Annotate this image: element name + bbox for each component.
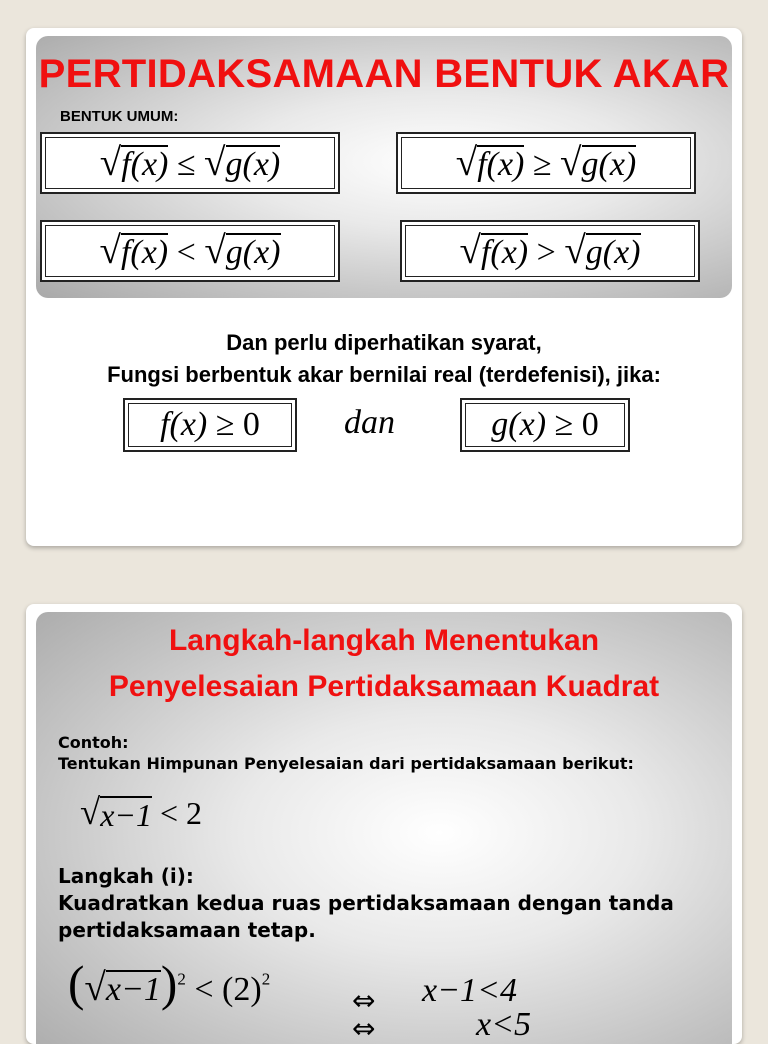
equivalence-icon: ⇔ — [352, 984, 376, 1017]
formula-box-less-equal: √ f(x) ≤ √ g(x) — [40, 132, 340, 194]
step-text: Kuadratkan kedua ruas pertidaksamaan dengan tanda pertidaksamaan tetap. — [58, 891, 674, 942]
slide-title-line-2: Penyelesaian Pertidaksamaan Kuadrat — [108, 670, 660, 703]
step-formula: ( √ x−1 )$^2 < (2)^2$ — [68, 956, 271, 1011]
step-operator: < — [194, 971, 214, 1008]
result-step-1: x−1<4 — [422, 972, 517, 1009]
condition-f-val: 0 — [242, 406, 260, 443]
condition-g-op: ≥ — [554, 406, 574, 443]
step-power: 2 — [177, 969, 186, 989]
slide-steps — [26, 604, 742, 1044]
formula-f: f(x) — [477, 145, 525, 183]
example-rhs: 2 — [186, 795, 203, 831]
formula-g: g(x) — [225, 145, 281, 183]
formula-f: f(x) — [120, 233, 169, 271]
gradient-panel — [36, 612, 732, 1044]
example-operator: < — [160, 795, 179, 831]
step-rhs: (2) — [222, 971, 262, 1008]
condition-f-op: ≥ — [215, 406, 235, 443]
condition-box-f — [123, 398, 297, 452]
example-formula: √ x−1 < 2 — [80, 791, 203, 833]
condition-line-1: Dan perlu diperhatikan syarat, — [226, 330, 542, 355]
condition-g-val: 0 — [581, 406, 599, 443]
example-radicand: x−1 — [100, 796, 152, 833]
formula-f: f(x) — [480, 233, 529, 271]
slide-title: PERTIDAKSAMAAN BENTUK AKAR — [38, 52, 730, 96]
formula-g: g(x) — [225, 233, 281, 271]
formula-operator: < — [176, 233, 196, 271]
step-radicand: x−1 — [105, 971, 161, 1009]
slide-title-line-1: Langkah-langkah Menentukan — [168, 624, 600, 657]
example-block — [58, 732, 634, 774]
formula-f: f(x) — [121, 145, 169, 183]
gradient-panel — [36, 36, 732, 298]
formula-g: g(x) — [585, 233, 641, 271]
formula-g: g(x) — [581, 145, 637, 183]
formula-operator: ≤ — [176, 145, 196, 183]
slide-akar-forms — [26, 28, 742, 546]
formula-operator: ≥ — [532, 145, 552, 183]
example-label: Contoh: — [58, 733, 129, 752]
condition-line-2: Fungsi berbentuk akar bernilai real (terdefenisi), jika: — [107, 362, 661, 387]
formula-box-greater: √ f(x) > √ g(x) — [400, 220, 700, 282]
formula-box-greater-equal: √ f(x) ≥ √ g(x) — [396, 132, 696, 194]
step-title: Langkah (i): — [58, 864, 194, 888]
result-step-2: x<5 — [476, 1006, 532, 1043]
example-text: Tentukan Himpunan Penyelesaian dari pertidaksamaan berikut: — [58, 754, 634, 773]
connector-dan: dan — [344, 404, 395, 441]
equivalence-icon: ⇔ — [352, 1012, 376, 1044]
condition-box-g — [460, 398, 630, 452]
condition-f-expr: f(x) — [160, 406, 208, 443]
step-rhs-power: 2 — [261, 969, 271, 989]
condition-g-expr: g(x) — [491, 406, 547, 443]
formula-operator: > — [536, 233, 556, 271]
formula-box-less: √ f(x) < √ g(x) — [40, 220, 340, 282]
general-form-label: BENTUK UMUM: — [60, 108, 179, 125]
